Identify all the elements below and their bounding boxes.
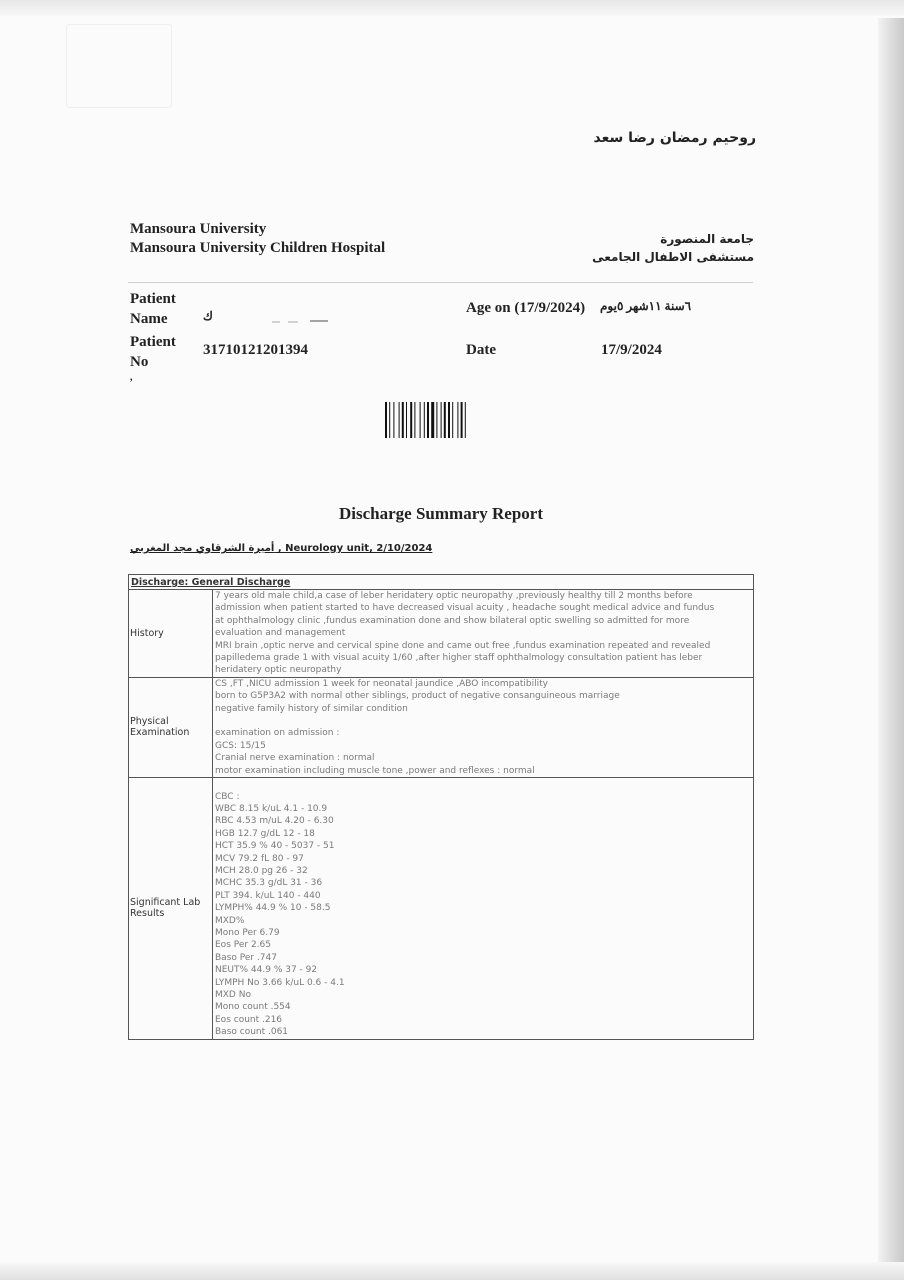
content-line: MCHC 35.3 g/dL 31 - 36 [215, 878, 323, 889]
content-line: motor examination including muscle tone ,power and reflexes : normal [215, 765, 535, 776]
content-line: Mono Per 6.79 [215, 927, 280, 938]
barcode-bar [465, 402, 466, 438]
institution-line-2: Mansoura University Children Hospital [130, 240, 386, 256]
content-line: Baso Per .747 [215, 952, 277, 963]
institution-arabic [592, 230, 754, 266]
physical-exam-content [213, 677, 754, 777]
report-title: Discharge Summary Report [339, 504, 543, 523]
content-line: MXD% [215, 915, 245, 926]
barcode-bar [457, 402, 458, 438]
content-line: Eos count .216 [215, 1014, 283, 1025]
barcode-bar [436, 402, 437, 438]
patient-no-value: 31710121201394 [203, 342, 308, 358]
content-line: GCS: 15/15 [215, 740, 266, 751]
redaction-mark [212, 316, 330, 326]
age-value: ٦سنة ١١شهر ٥يوم [600, 299, 692, 313]
content-line: MRI brain ,optic nerve and cervical spine done and came out free ,fundus examination repeated and revealed [215, 640, 711, 651]
content-line: Cranial nerve examination : normal [215, 753, 375, 764]
content-line: Mono count .554 [215, 1002, 291, 1013]
header-divider [128, 282, 753, 283]
content-line: RBC 4.53 m/uL 4.20 - 6.30 [215, 816, 334, 827]
stray-mark: , [130, 372, 133, 383]
stamp-area [66, 24, 172, 108]
content-line: negative family history of similar condition [215, 703, 408, 714]
barcode-bar [402, 402, 404, 438]
barcode-bar [393, 402, 394, 438]
barcode-bar [389, 402, 390, 438]
barcode-bar [385, 402, 387, 438]
history-content [213, 590, 754, 678]
barcode-bar [406, 402, 407, 438]
lab-results-content [213, 778, 754, 1040]
barcode-bar [424, 402, 425, 438]
institution-ar-line-2: مستشفى الاطفال الجامعى [592, 250, 754, 264]
content-line: MCH 28.0 pg 26 - 32 [215, 865, 308, 876]
discharge-type-header: Discharge: General Discharge [129, 575, 754, 590]
scan-right-shadow [878, 18, 904, 1263]
institution-ar-line-1: جامعة المنصورة [660, 232, 754, 246]
content-line: CBC : [215, 791, 240, 802]
patient-name-label: Patient Name [130, 291, 176, 327]
scan-top-edge [0, 0, 904, 16]
institution-english [130, 220, 390, 258]
content-line: CS ,FT ,NICU admission 1 week for neonatal jaundice ,ABO incompatibility [215, 678, 548, 689]
barcode-bar [461, 402, 463, 438]
scan-bottom-edge [0, 1262, 904, 1280]
content-line: born to G5P3A2 with normal other siblings, product of negative consanguineous marriage [215, 691, 620, 702]
barcode-bar [399, 402, 400, 438]
content-line: MXD No [215, 990, 251, 1000]
discharge-table [128, 574, 754, 1040]
content-line: 7 years old male child,a case of leber heridatery optic neuropathy ,previously healthy till 2 months before [215, 591, 693, 601]
institution-line-1: Mansoura University [130, 221, 267, 237]
content-line: admission when patient started to have decreased visual acuity , headache sought medical advice and fundus [215, 603, 715, 614]
lab-results-label: Significant Lab Results [129, 778, 213, 1040]
content-line: evaluation and management [215, 628, 346, 639]
barcode-bar [431, 402, 434, 438]
content-line: MCV 79.2 fL 80 - 97 [215, 853, 304, 864]
date-label: Date [466, 342, 496, 358]
content-line [215, 778, 753, 790]
content-line: PLT 394. k/uL 140 - 440 [215, 890, 321, 901]
barcode-bar [427, 402, 429, 438]
barcode-bar [410, 402, 412, 438]
content-line: NEUT% 44.9 % 37 - 92 [215, 965, 318, 976]
content-line: papilledema grade 1 with visual acuity 1/60 ,after higher staff ophthalmology consultation patient has leber [215, 653, 703, 664]
patient-name-value: ﻙ [203, 309, 213, 323]
content-line: HGB 12.7 g/dL 12 - 18 [215, 828, 315, 839]
content-line: WBC 8.15 k/uL 4.1 - 10.9 [215, 803, 328, 814]
age-label: Age on (17/9/2024) [466, 300, 586, 316]
barcode-bar [414, 402, 415, 438]
patient-no-label: Patient No [130, 334, 176, 370]
content-line: Eos Per 2.65 [215, 940, 271, 951]
content-line: LYMPH% 44.9 % 10 - 58.5 [215, 903, 331, 914]
barcode-bar [452, 402, 453, 438]
barcode-bar [441, 402, 442, 438]
date-value: 17/9/2024 [601, 342, 662, 358]
content-line: examination on admission : [215, 728, 340, 739]
content-line: at ophthalmology clinic ,fundus examination done and show bilateral optic swelling so admitted for more [215, 615, 690, 626]
barcode [385, 402, 499, 438]
content-line: HCT 35.9 % 40 - 5037 - 51 [215, 841, 335, 852]
department-line: أميرة الشرقاوي مجد المغربي , Neurology unit, 2/10/2024 [130, 543, 433, 554]
content-line: heridatery optic neuropathy [215, 665, 342, 676]
physical-exam-label: Physical Examination [129, 677, 213, 777]
content-line: Baso count .061 [215, 1027, 289, 1038]
content-line: LYMPH No 3.66 k/uL 0.6 - 4.1 [215, 977, 345, 988]
barcode-bar [448, 402, 450, 438]
history-label: History [129, 590, 213, 678]
patient-name-arabic: روحيم رمضان رضا سعد [593, 130, 756, 146]
barcode-bar [444, 402, 446, 438]
barcode-bar [420, 402, 421, 438]
content-line [215, 715, 753, 727]
